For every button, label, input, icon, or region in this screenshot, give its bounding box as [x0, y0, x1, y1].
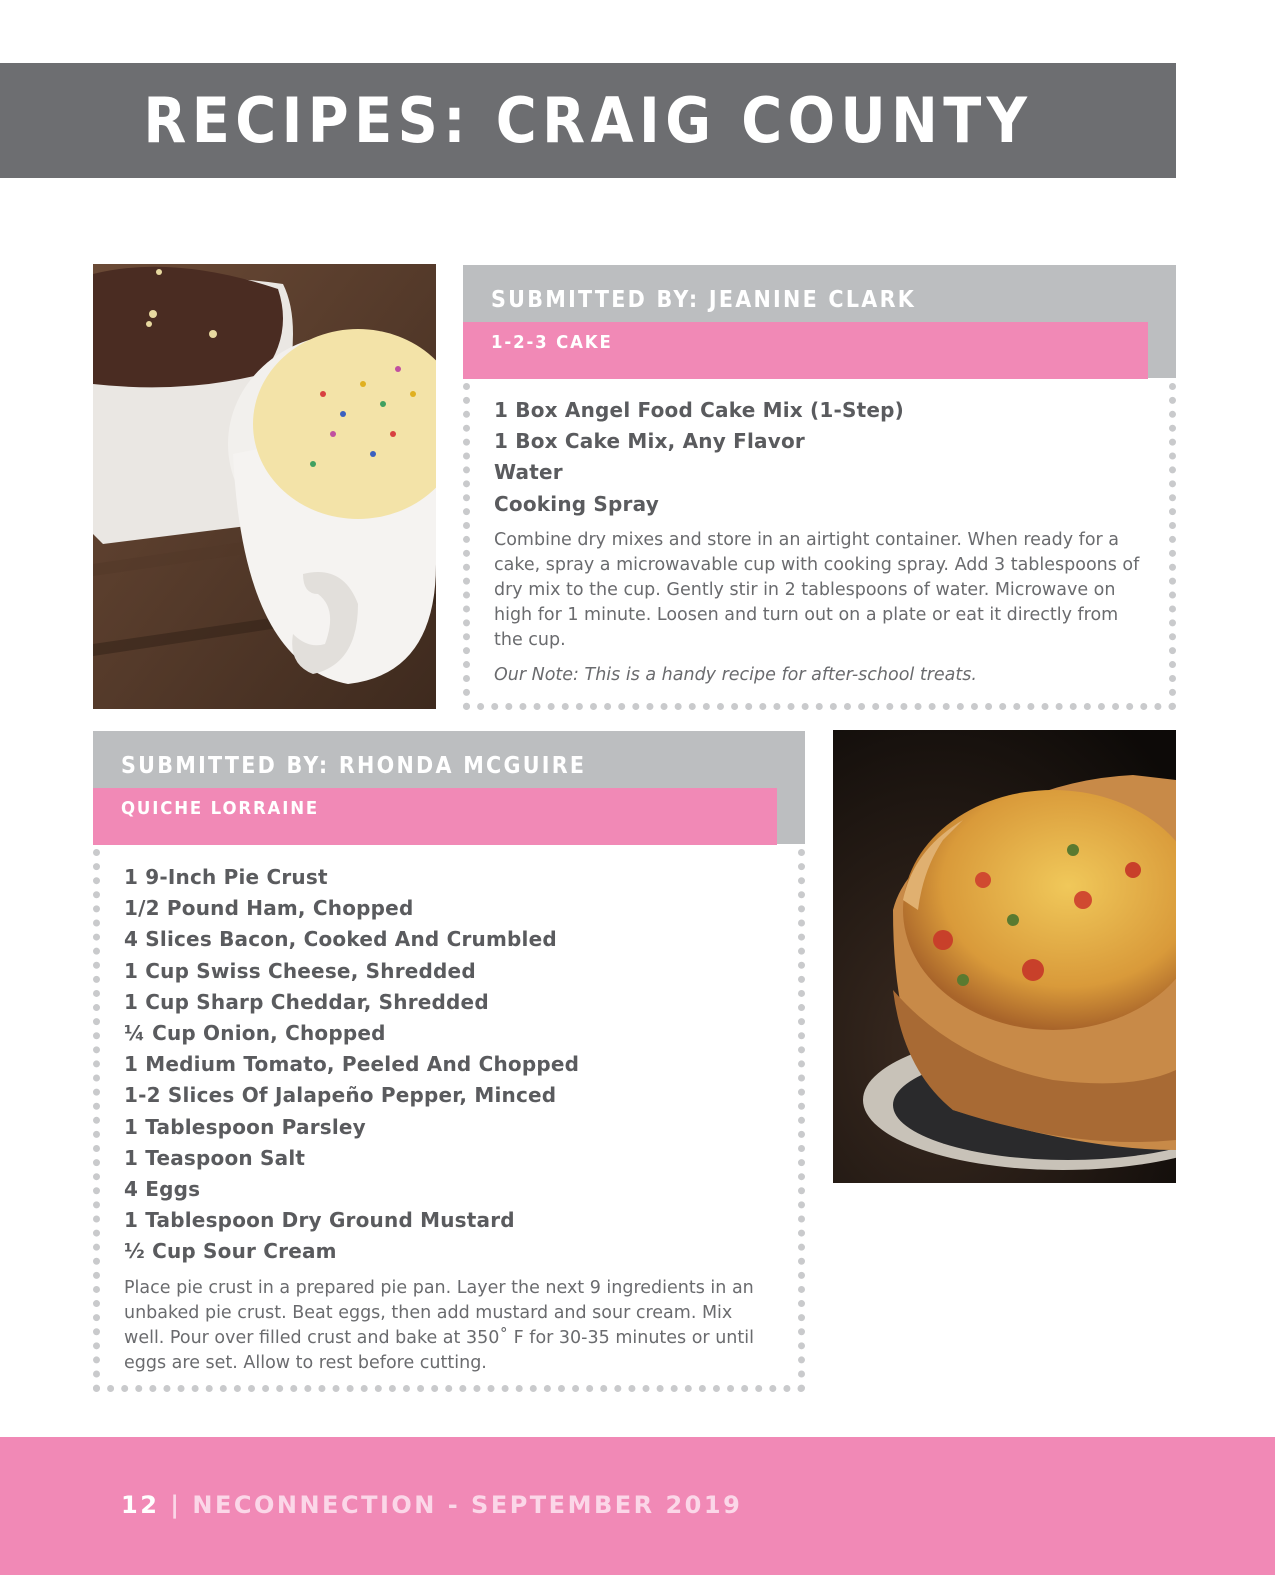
footer-bar: [0, 1437, 1275, 1575]
recipe-header-1: [463, 265, 1176, 378]
ingredient-list: [494, 395, 1145, 520]
recipe-body-1: [463, 383, 1176, 710]
ingredient-item: 1 Tablespoon Dry Ground Mustard: [124, 1208, 515, 1233]
recipe-method: Combine dry mixes and store in an airtight container. When ready for a cake, spray a microwavable cup with cooking spray. Add 3 tablespoons of dry mix to the cup. Gently stir in 2 tablespoons of water. Microwave on high for 1 minute. Loosen and turn out on a plate or eat it directly from the cup.: [494, 529, 1140, 650]
ingredient-item: 1 Medium Tomato, Peeled And Chopped: [124, 1052, 580, 1077]
ingredient-item: 1-2 Slices Of Jalapeño Pepper, Minced: [124, 1083, 557, 1108]
ingredient-item: 1 Tablespoon Parsley: [124, 1114, 366, 1139]
ingredient-item: 1/2 Pound Ham, Chopped: [124, 896, 414, 921]
ingredient-item: 1 Box Cake Mix, Any Flavor: [494, 429, 805, 454]
page-title-bar: [0, 63, 1176, 178]
recipe-header-2: [93, 731, 805, 844]
submitted-by-label: SUBMITTED BY: RHONDA MCGUIRE: [121, 753, 587, 779]
recipe-method: Place pie crust in a prepared pie pan. Layer the next 9 ingredients in an unbaked pie crust. Beat eggs, then add mustard and sour cream. Mix well. Pour over filled crust and bake at 350˚ F for 30-35 minutes or until eggs are set. Allow to rest before cutting.: [124, 1278, 754, 1374]
ingredient-item: 4 Eggs: [124, 1176, 201, 1201]
ingredient-item: 1 9-Inch Pie Crust: [124, 865, 328, 889]
recipe-name: 1-2-3 CAKE: [491, 332, 613, 353]
ingredient-item: 1 Cup Sharp Cheddar, Shredded: [124, 989, 489, 1014]
recipe-body-2: [93, 849, 805, 1392]
ingredient-item: 1 Cup Swiss Cheese, Shredded: [124, 958, 476, 983]
ingredient-item: 1 Box Angel Food Cake Mix (1-Step): [494, 398, 904, 422]
recipe-name: QUICHE LORRAINE: [121, 798, 320, 819]
ingredient-item: Cooking Spray: [494, 491, 659, 516]
ingredient-item: 1 Teaspoon Salt: [124, 1145, 306, 1170]
page-number: 12: [121, 1491, 160, 1519]
footer-text: [121, 1491, 742, 1519]
footer-separator: |: [170, 1491, 182, 1519]
quiche-photo: [833, 730, 1176, 1183]
recipe-note: Our Note: This is a handy recipe for after-school treats.: [494, 664, 977, 685]
recipe-name-bar: [463, 322, 1148, 379]
page-title: RECIPES: CRAIG COUNTY: [143, 84, 1033, 157]
ingredient-item: ½ Cup Sour Cream: [124, 1239, 337, 1264]
ingredient-item: 4 Slices Bacon, Cooked And Crumbled: [124, 927, 557, 952]
mug-cakes-photo: [93, 264, 436, 709]
submitted-by-label: SUBMITTED BY: JEANINE CLARK: [491, 287, 917, 313]
ingredient-list: [124, 862, 774, 1267]
recipe-name-bar: [93, 788, 777, 845]
publication-info: NECONNECTION - SEPTEMBER 2019: [192, 1491, 743, 1519]
ingredient-item: ¼ Cup Onion, Chopped: [124, 1020, 386, 1045]
ingredient-item: Water: [494, 460, 563, 485]
